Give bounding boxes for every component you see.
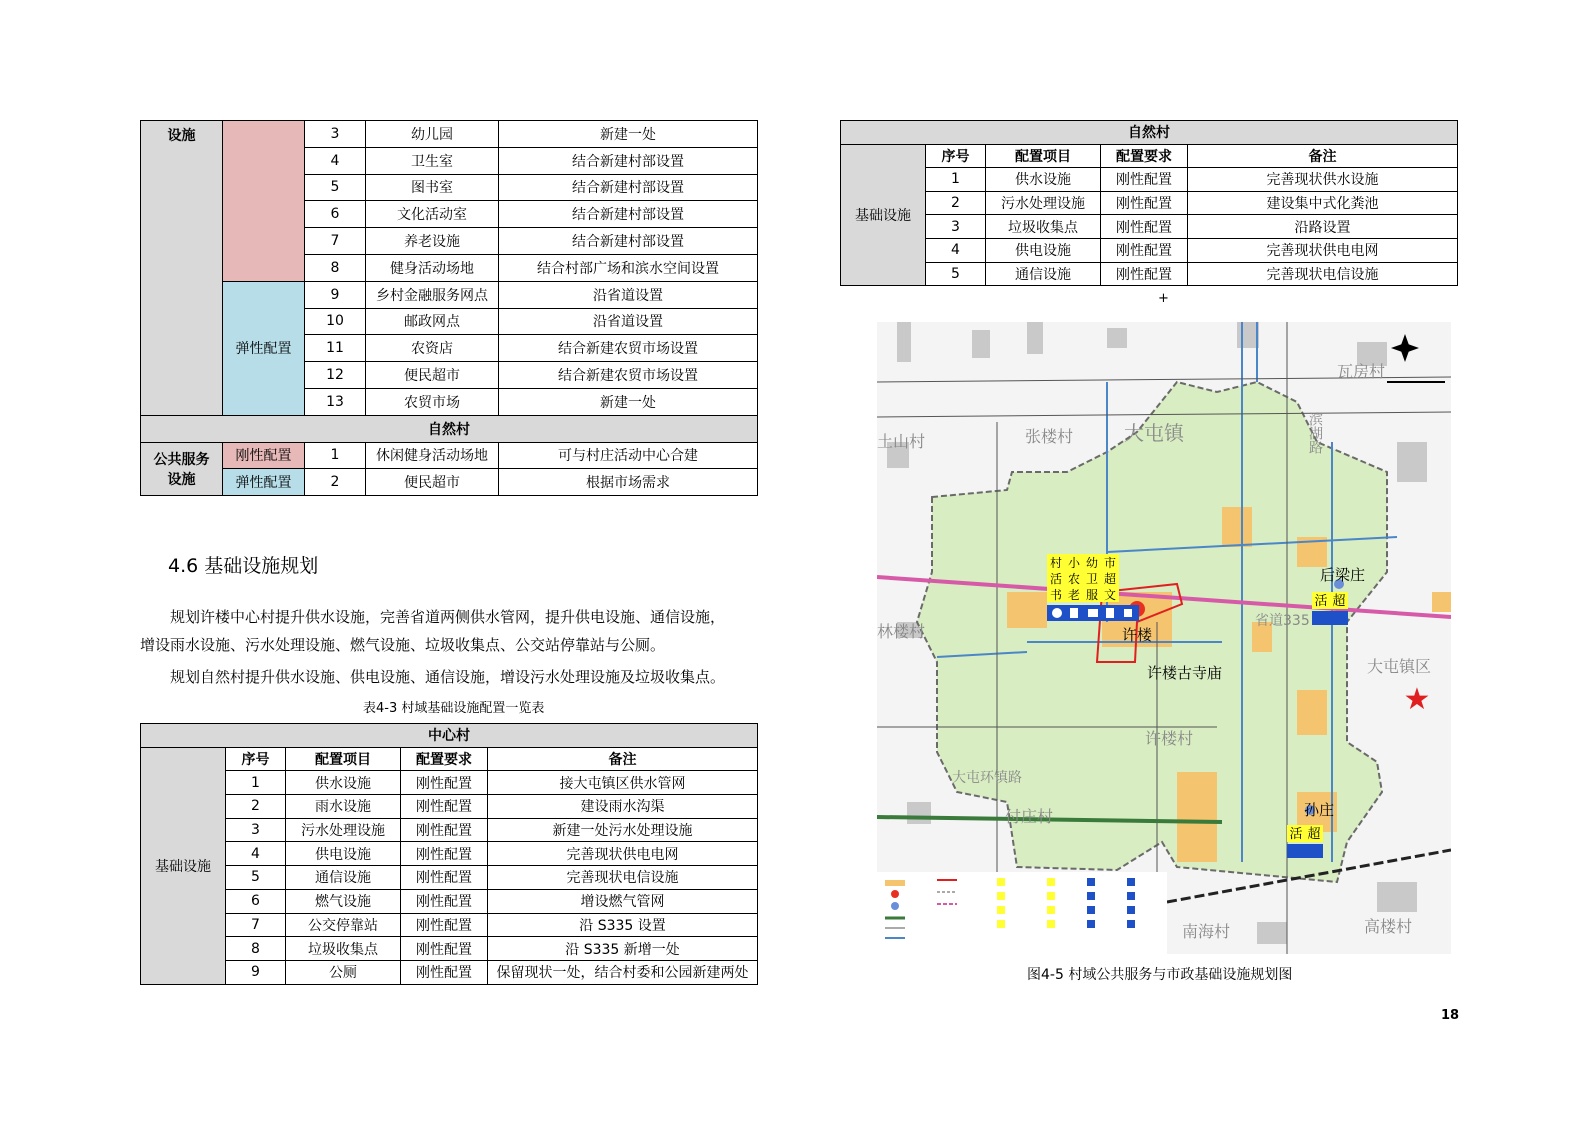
planning-map: [877, 322, 1451, 954]
sunzhuang-poi: [1287, 825, 1323, 858]
table-row: [841, 238, 1458, 262]
note-cell: 结合新建农贸市场设置: [499, 362, 758, 389]
svg-text:村: 村: [1049, 556, 1063, 570]
seq-cell: 2: [305, 469, 366, 496]
table-row: [841, 144, 1458, 168]
item-cell: 通信设施: [286, 866, 401, 890]
config-req-cell: 刚性配置: [1101, 262, 1188, 286]
config-req-cell: 刚性配置: [401, 913, 488, 937]
center-poi-grid: [1047, 554, 1119, 602]
seq-cell: 5: [226, 866, 286, 890]
seq-cell: 9: [305, 281, 366, 308]
config-req-cell: 刚性配置: [223, 442, 305, 469]
note-cell: 结合新建村部设置: [499, 201, 758, 228]
seq-cell: 3: [926, 215, 986, 239]
item-cell: 幼儿园: [366, 121, 499, 148]
table-row: [141, 960, 758, 984]
label-nanhai: 南海村: [1182, 922, 1231, 941]
column-header: 配置项目: [286, 747, 401, 771]
seq-cell: 3: [305, 121, 366, 148]
note-cell: 接大屯镇区供水管网: [488, 771, 758, 795]
svg-text:超: 超: [1307, 827, 1321, 842]
note-cell: 新建一处: [499, 121, 758, 148]
column-header: 备注: [488, 747, 758, 771]
center-infra-icons: [1047, 605, 1139, 621]
houliang-poi: [1312, 592, 1348, 625]
column-header: 配置项目: [986, 144, 1101, 168]
svg-text:超: 超: [1332, 594, 1346, 609]
seq-cell: 8: [226, 937, 286, 961]
map-legend: [877, 872, 1167, 954]
item-cell: 污水处理设施: [986, 191, 1101, 215]
config-req-cell: 刚性配置: [1101, 191, 1188, 215]
column-header: 备注: [1188, 144, 1458, 168]
group-cell: 基础设施: [141, 747, 226, 984]
page-number: 18: [1441, 1008, 1460, 1023]
label-houliang: 后梁庄: [1320, 566, 1366, 584]
svg-text:超: 超: [1103, 572, 1117, 586]
table-row: [141, 795, 758, 819]
map-caption: 图4-5 村域公共服务与市政基础设施规划图: [1027, 967, 1293, 983]
center-village-infra-table: [140, 723, 758, 985]
seq-cell: 4: [226, 842, 286, 866]
item-cell: 便民超市: [366, 469, 499, 496]
item-cell: 供电设施: [986, 238, 1101, 262]
note-cell: 沿省道设置: [499, 281, 758, 308]
note-cell: 结合新建村部设置: [499, 228, 758, 255]
config-req-cell: 弹性配置: [223, 469, 305, 496]
column-header: 配置要求: [1101, 144, 1188, 168]
label-wafang: 瓦房村: [1337, 362, 1386, 381]
svg-text:活: 活: [1049, 572, 1063, 586]
natural-village-infra-table: [840, 120, 1458, 286]
svg-text:活: 活: [1314, 594, 1328, 609]
note-cell: 沿路设置: [1188, 215, 1458, 239]
svg-text:小: 小: [1067, 556, 1081, 570]
note-cell: 完善现状供水设施: [1188, 168, 1458, 192]
config-req-cell: 刚性配置: [401, 889, 488, 913]
column-header: 序号: [226, 747, 286, 771]
note-cell: 增设燃气管网: [488, 889, 758, 913]
svg-text:书: 书: [1049, 588, 1063, 602]
item-cell: 供水设施: [286, 771, 401, 795]
seq-cell: 4: [305, 147, 366, 174]
table-row: [141, 818, 758, 842]
note-cell: 完善现状供电电网: [1188, 238, 1458, 262]
note-cell: 新建一处: [499, 388, 758, 415]
note-cell: 沿 S335 设置: [488, 913, 758, 937]
seq-cell: 1: [305, 442, 366, 469]
table-row: [141, 442, 758, 469]
note-cell: 新建一处污水处理设施: [488, 818, 758, 842]
item-cell: 公交停靠站: [286, 913, 401, 937]
note-cell: 沿省道设置: [499, 308, 758, 335]
svg-text:服: 服: [1085, 588, 1099, 602]
config-req-cell: 刚性配置: [1101, 215, 1188, 239]
table-caption: 表4-3 村域基础设施配置一览表: [363, 701, 545, 716]
note-cell: 完善现状供电电网: [488, 842, 758, 866]
seq-cell: 2: [226, 795, 286, 819]
config-req-cell: 刚性配置: [401, 771, 488, 795]
item-cell: 公厕: [286, 960, 401, 984]
seq-cell: 5: [305, 174, 366, 201]
table-row: [841, 262, 1458, 286]
label-xulou: 许楼: [1122, 626, 1153, 644]
item-cell: 供电设施: [286, 842, 401, 866]
item-cell: 养老设施: [366, 228, 499, 255]
label-binhu: 滨湖路: [1307, 412, 1323, 454]
note-cell: 结合新建农贸市场设置: [499, 335, 758, 362]
item-cell: 文化活动室: [366, 201, 499, 228]
label-zhanglou: 张楼村: [1025, 427, 1074, 446]
item-cell: 农贸市场: [366, 388, 499, 415]
item-cell: 邮政网点: [366, 308, 499, 335]
label-linlou: 林楼村: [877, 622, 926, 641]
seq-cell: 4: [926, 238, 986, 262]
table-title: 自然村: [841, 121, 1458, 145]
rigid-config-cell: [223, 121, 305, 282]
label-datun: 大屯镇: [1124, 421, 1184, 445]
seq-cell: 10: [305, 308, 366, 335]
table-row: [141, 771, 758, 795]
seq-cell: 1: [926, 168, 986, 192]
seq-cell: 1: [226, 771, 286, 795]
column-header: 序号: [926, 144, 986, 168]
svg-text:老: 老: [1067, 588, 1081, 602]
table-row: [141, 913, 758, 937]
table-row: [141, 866, 758, 890]
seq-cell: 8: [305, 254, 366, 281]
label-xuloucun: 许楼村: [1145, 729, 1194, 748]
note-cell: 根据市场需求: [499, 469, 758, 496]
label-shengdao: 省道335: [1255, 613, 1310, 629]
item-cell: 图书室: [366, 174, 499, 201]
label-fuzhuang: 付庄村: [1005, 807, 1054, 826]
item-cell: 乡村金融服务网点: [366, 281, 499, 308]
item-cell: 垃圾收集点: [286, 937, 401, 961]
table-row: [841, 191, 1458, 215]
paragraph-1: 规划许楼中心村提升供水设施，完善省道两侧供水管网，提升供电设施、通信设施，: [170, 608, 726, 626]
seq-cell: 9: [226, 960, 286, 984]
table-row: [141, 842, 758, 866]
note-cell: 结合村部广场和滨水空间设置: [499, 254, 758, 281]
seq-cell: 7: [226, 913, 286, 937]
note-cell: 结合新建村部设置: [499, 147, 758, 174]
config-req-cell: 刚性配置: [401, 795, 488, 819]
note-cell: 完善现状电信设施: [488, 866, 758, 890]
item-cell: 污水处理设施: [286, 818, 401, 842]
config-req-cell: 刚性配置: [401, 937, 488, 961]
seq-cell: 2: [926, 191, 986, 215]
svg-text:市: 市: [1103, 556, 1117, 570]
label-huanzhen: 大屯环镇路: [952, 770, 1022, 786]
item-cell: 便民超市: [366, 362, 499, 389]
table-row: [141, 724, 758, 748]
public-service-table: [140, 120, 758, 496]
note-cell: 建设雨水沟渠: [488, 795, 758, 819]
seq-cell: 11: [305, 335, 366, 362]
table-title: 中心村: [141, 724, 758, 748]
item-cell: 雨水设施: [286, 795, 401, 819]
table-row: [141, 281, 758, 308]
paragraph-1b: 增设雨水设施、污水处理设施、燃气设施、垃圾收集点、公交站停靠站与公厕。: [140, 636, 666, 654]
config-req-cell: 刚性配置: [401, 842, 488, 866]
group-label-cell: 设施: [141, 121, 223, 416]
section-heading: 4.6 基础设施规划: [168, 555, 319, 577]
table-row: [141, 937, 758, 961]
star-icon: ★: [1403, 682, 1431, 717]
note-cell: 保留现状一处，结合村委和公园新建两处: [488, 960, 758, 984]
svg-text:卫: 卫: [1085, 572, 1099, 586]
config-req-cell: 刚性配置: [401, 818, 488, 842]
seq-cell: 3: [226, 818, 286, 842]
svg-text:幼: 幼: [1085, 556, 1099, 570]
label-gaolou: 高楼村: [1364, 917, 1413, 936]
table-row: [841, 168, 1458, 192]
svg-text:农: 农: [1067, 572, 1081, 586]
group-cell: 基础设施: [841, 144, 926, 286]
table-row: [141, 747, 758, 771]
seq-cell: 5: [926, 262, 986, 286]
note-cell: 沿 S335 新增一处: [488, 937, 758, 961]
label-tushan: 土山村: [877, 432, 926, 451]
table-row: [141, 415, 758, 442]
natural-group-cell: 公共服务设施: [141, 442, 223, 496]
flex-config-cell: 弹性配置: [223, 281, 305, 415]
label-temple: 许楼古寺庙: [1147, 664, 1223, 682]
svg-text:文: 文: [1103, 588, 1117, 602]
note-cell: 结合新建村部设置: [499, 174, 758, 201]
note-cell: 完善现状电信设施: [1188, 262, 1458, 286]
config-req-cell: 刚性配置: [401, 960, 488, 984]
table-row: [141, 889, 758, 913]
table-row: [141, 469, 758, 496]
seq-cell: 7: [305, 228, 366, 255]
seq-cell: 12: [305, 362, 366, 389]
item-cell: 卫生室: [366, 147, 499, 174]
natural-village-header: 自然村: [141, 415, 758, 442]
svg-text:活: 活: [1289, 827, 1303, 842]
config-req-cell: 刚性配置: [1101, 238, 1188, 262]
note-cell: 可与村庄活动中心合建: [499, 442, 758, 469]
column-header: 配置要求: [401, 747, 488, 771]
item-cell: 健身活动场地: [366, 254, 499, 281]
table-row: [841, 121, 1458, 145]
table-row: [141, 121, 758, 148]
item-cell: 燃气设施: [286, 889, 401, 913]
table-row: [841, 215, 1458, 239]
label-datunzhen: 大屯镇区: [1367, 657, 1432, 676]
config-req-cell: 刚性配置: [401, 866, 488, 890]
seq-cell: 13: [305, 388, 366, 415]
item-cell: 供水设施: [986, 168, 1101, 192]
item-cell: 休闲健身活动场地: [366, 442, 499, 469]
seq-cell: 6: [305, 201, 366, 228]
plus-mark: +: [1158, 291, 1169, 306]
config-req-cell: 刚性配置: [1101, 168, 1188, 192]
item-cell: 垃圾收集点: [986, 215, 1101, 239]
paragraph-2: 规划自然村提升供水设施、供电设施、通信设施，增设污水处理设施及垃圾收集点。: [170, 668, 726, 686]
item-cell: 通信设施: [986, 262, 1101, 286]
note-cell: 建设集中式化粪池: [1188, 191, 1458, 215]
seq-cell: 6: [226, 889, 286, 913]
item-cell: 农资店: [366, 335, 499, 362]
label-sunzhuang: 孙庄: [1304, 801, 1335, 819]
